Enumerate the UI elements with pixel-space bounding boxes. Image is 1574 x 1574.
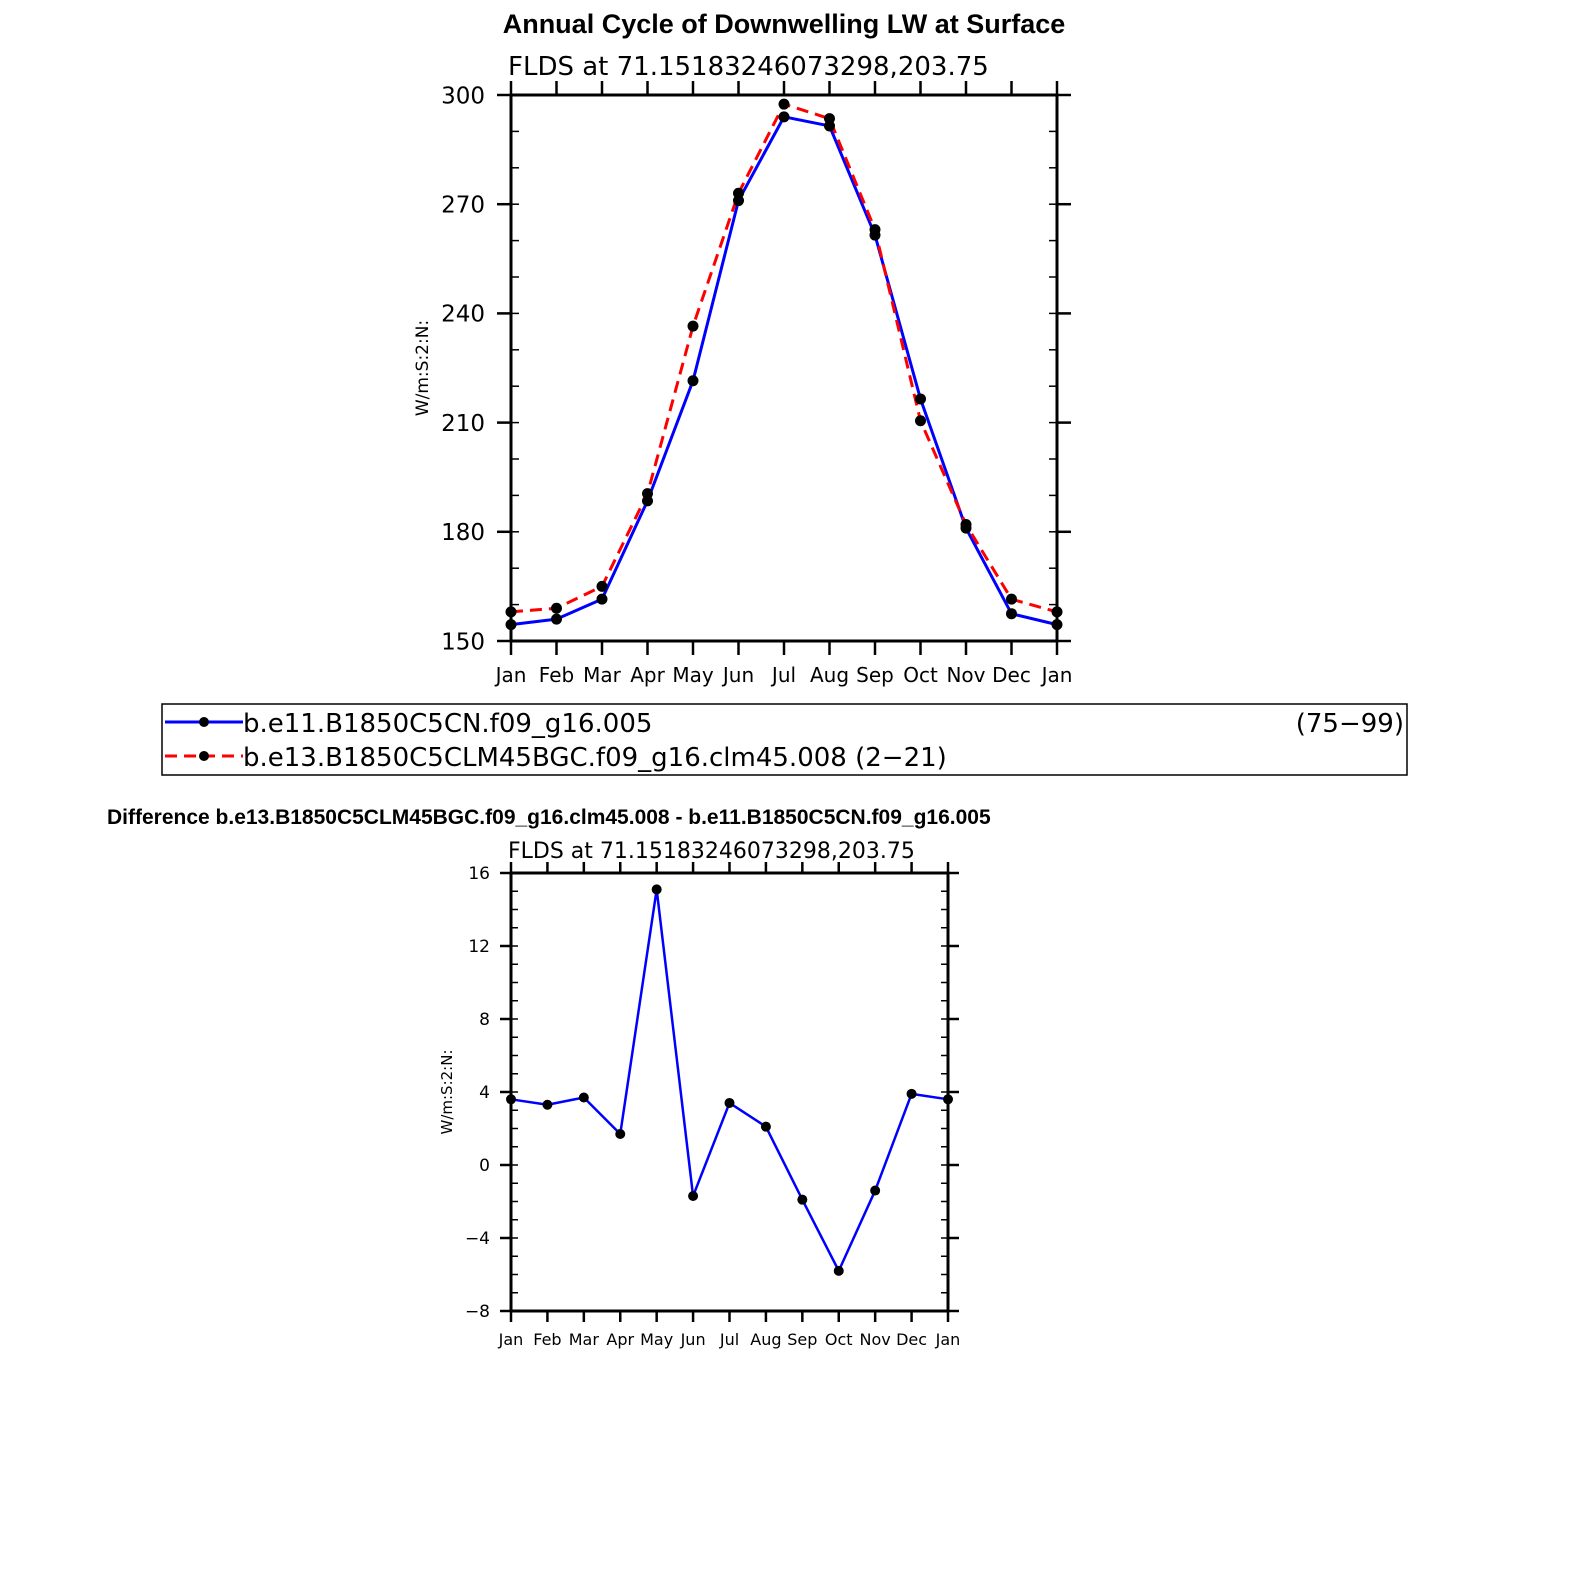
difference-x-tick-label: Jan [935, 1330, 961, 1349]
data-point [597, 594, 608, 605]
x-tick-label: Aug [809, 663, 850, 687]
plot-frame [511, 95, 1057, 641]
x-tick-label: Feb [538, 663, 575, 687]
legend-marker-series-2 [199, 751, 209, 761]
difference-x-tick-label: Jul [719, 1330, 740, 1349]
difference-y-tick-label: 0 [479, 1156, 490, 1177]
data-point [597, 581, 608, 592]
x-tick-label: Oct [903, 663, 938, 687]
difference-subtitle: FLDS at 71.15183246073298,203.75 [508, 839, 915, 864]
difference-y-tick-label: −8 [464, 1302, 490, 1323]
difference-x-tick-label: Nov [859, 1330, 891, 1349]
legend-period-series-1: (75−99) [1295, 709, 1404, 739]
x-tick-label: Apr [630, 663, 665, 687]
difference-y-tick-label: 8 [479, 1010, 490, 1031]
data-point [961, 519, 972, 530]
data-point [915, 393, 926, 404]
y-tick-label: 150 [441, 629, 485, 656]
x-tick-label: Jun [722, 663, 755, 687]
annual-cycle-chart [413, 9, 1072, 687]
difference-x-tick-label: Aug [750, 1330, 782, 1349]
data-point [551, 603, 562, 614]
series-line-1 [511, 117, 1057, 625]
chart-subtitle: FLDS at 71.15183246073298,203.75 [508, 52, 989, 82]
difference-data-point [943, 1094, 953, 1104]
data-point [733, 188, 744, 199]
x-tick-label: Sep [856, 663, 894, 687]
difference-y-tick-label: 16 [468, 864, 490, 885]
data-point [779, 111, 790, 122]
difference-x-tick-label: Jan [498, 1330, 524, 1349]
data-point [1006, 594, 1017, 605]
data-point [506, 606, 517, 617]
legend-label-series-2: b.e13.B1850C5CLM45BGC.f09_g16.clm45.008 (2−21) [243, 743, 947, 773]
difference-data-point [797, 1195, 807, 1205]
data-point [870, 224, 881, 235]
data-point [1052, 606, 1063, 617]
data-point [824, 113, 835, 124]
difference-x-tick-label: May [640, 1330, 674, 1349]
x-tick-label: Dec [992, 663, 1031, 687]
difference-data-point [688, 1191, 698, 1201]
legend-label-series-1: b.e11.B1850C5CN.f09_g16.005 [243, 709, 653, 739]
difference-y-tick-label: −4 [464, 1229, 490, 1250]
difference-data-point [834, 1266, 844, 1276]
difference-x-tick-label: Mar [568, 1330, 599, 1349]
difference-data-point [870, 1186, 880, 1196]
chart-title: Annual Cycle of Downwelling LW at Surface [502, 9, 1066, 39]
difference-plot-axes [465, 862, 960, 1349]
data-point [688, 375, 699, 386]
series-line-2 [511, 104, 1057, 612]
difference-chart [107, 806, 991, 1349]
difference-data-point [615, 1129, 625, 1139]
difference-x-tick-label: Oct [824, 1330, 853, 1349]
difference-series-layer [506, 884, 953, 1275]
difference-title: Difference b.e13.B1850C5CLM45BGC.f09_g16.clm45.008 - b.e11.B1850C5CN.f09_g16.005 [107, 806, 991, 829]
difference-data-point [542, 1100, 552, 1110]
difference-data-point [725, 1098, 735, 1108]
difference-series-line-1 [511, 889, 948, 1270]
series-layer [506, 99, 1063, 631]
data-point [1006, 608, 1017, 619]
x-tick-label: Jan [1041, 663, 1073, 687]
x-tick-label: Nov [946, 663, 986, 687]
difference-data-point [506, 1094, 516, 1104]
difference-plot-frame [511, 873, 948, 1311]
y-tick-label: 270 [441, 192, 485, 219]
legend-marker-series-1 [199, 717, 209, 727]
y-tick-label: 210 [441, 410, 485, 437]
difference-x-tick-label: Jun [680, 1330, 706, 1349]
y-axis-label: W/m:S:2:N: [413, 319, 433, 417]
difference-data-point [579, 1092, 589, 1102]
difference-x-tick-label: Feb [533, 1330, 562, 1349]
difference-x-tick-label: Apr [606, 1330, 635, 1349]
difference-data-point [761, 1122, 771, 1132]
data-point [1052, 619, 1063, 630]
difference-data-point [652, 884, 662, 894]
difference-y-axis-label: W/m:S:2:N: [438, 1049, 456, 1135]
plot-axes [441, 81, 1072, 687]
y-tick-label: 240 [441, 301, 485, 328]
x-tick-label: Jul [771, 663, 797, 687]
x-tick-label: May [672, 663, 714, 687]
difference-data-point [907, 1089, 917, 1099]
data-point [688, 321, 699, 332]
y-tick-label: 300 [441, 83, 485, 110]
legend [162, 704, 1407, 775]
data-point [551, 614, 562, 625]
x-tick-label: Jan [495, 663, 527, 687]
difference-y-tick-label: 12 [468, 937, 490, 958]
y-tick-label: 180 [441, 520, 485, 547]
data-point [779, 99, 790, 110]
data-point [642, 488, 653, 499]
data-point [506, 619, 517, 630]
difference-x-tick-label: Dec [896, 1330, 928, 1349]
difference-x-tick-label: Sep [787, 1330, 818, 1349]
data-point [915, 415, 926, 426]
x-tick-label: Mar [583, 663, 621, 687]
difference-y-tick-label: 4 [479, 1083, 490, 1104]
